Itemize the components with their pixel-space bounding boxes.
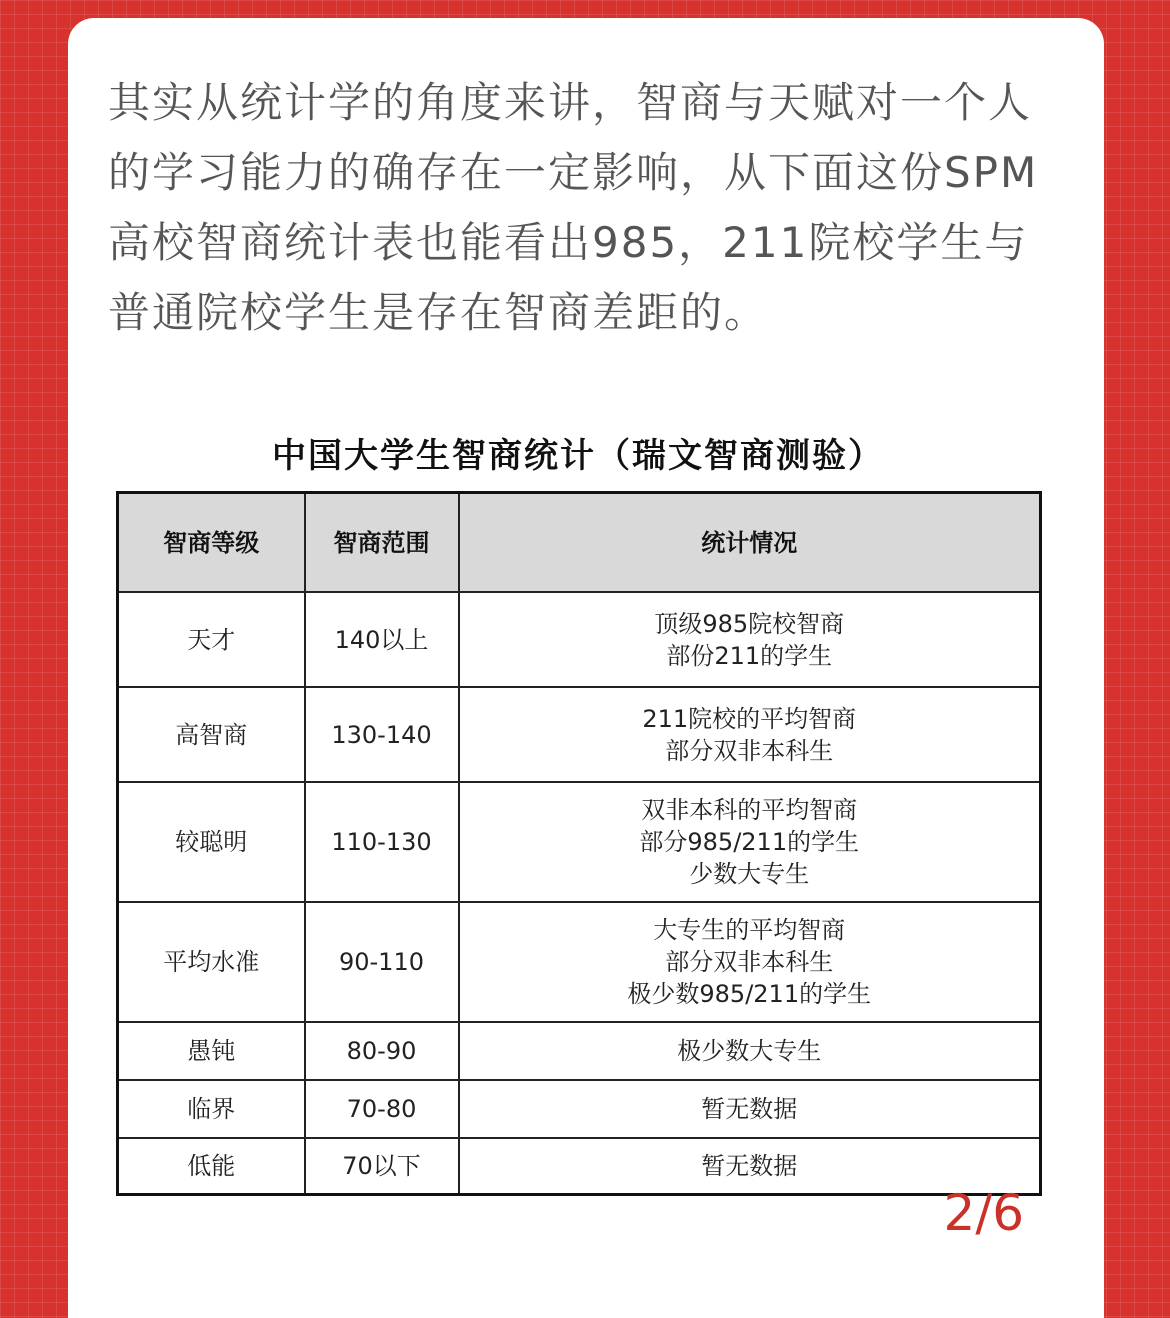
cell-statistics: 暂无数据: [459, 1080, 1041, 1138]
cell-iq-level: 临界: [118, 1080, 305, 1138]
table-title: 中国大学生智商统计（瑞文智商测验）: [272, 436, 884, 476]
header-statistics: 统计情况: [459, 493, 1041, 593]
table-row: [118, 1080, 1041, 1138]
cell-iq-range: 70以下: [305, 1138, 459, 1194]
cell-statistics: 顶级985院校智商 部份211的学生: [459, 592, 1041, 687]
cell-statistics: 双非本科的平均智商 部分985/211的学生 少数大专生: [459, 782, 1041, 902]
cell-iq-range: 110-130: [305, 782, 459, 902]
cell-iq-level: 高智商: [118, 687, 305, 782]
table-row: [118, 1138, 1041, 1194]
page-indicator: 2/6: [943, 1184, 1024, 1242]
cell-statistics: 211院校的平均智商 部分双非本科生: [459, 687, 1041, 782]
cell-iq-level: 较聪明: [118, 782, 305, 902]
content-card: [68, 18, 1104, 1318]
cell-iq-level: 天才: [118, 592, 305, 687]
cell-iq-range: 140以上: [305, 592, 459, 687]
table-row: [118, 1022, 1041, 1080]
cell-iq-range: 130-140: [305, 687, 459, 782]
header-iq-level: 智商等级: [118, 493, 305, 593]
cell-iq-range: 70-80: [305, 1080, 459, 1138]
intro-paragraph: 其实从统计学的角度来讲，智商与天赋对一个人的学习能力的确存在一定影响，从下面这份SPM高校智商统计表也能看出985，211院校学生与普通院校学生是存在智商差距的。: [108, 78, 1039, 337]
table-row: [118, 592, 1041, 687]
header-iq-range: 智商范围: [305, 493, 459, 593]
table-row: [118, 782, 1041, 902]
cell-iq-level: 平均水准: [118, 902, 305, 1022]
cell-iq-level: 愚钝: [118, 1022, 305, 1080]
iq-statistics-table: [116, 491, 1042, 1196]
cell-statistics: 暂无数据: [459, 1138, 1041, 1194]
table-row: [118, 687, 1041, 782]
cell-iq-level: 低能: [118, 1138, 305, 1194]
cell-statistics: 大专生的平均智商 部分双非本科生 极少数985/211的学生: [459, 902, 1041, 1022]
table-row: [118, 902, 1041, 1022]
cell-iq-range: 90-110: [305, 902, 459, 1022]
cell-statistics: 极少数大专生: [459, 1022, 1041, 1080]
cell-iq-range: 80-90: [305, 1022, 459, 1080]
table-header-row: [118, 493, 1041, 593]
